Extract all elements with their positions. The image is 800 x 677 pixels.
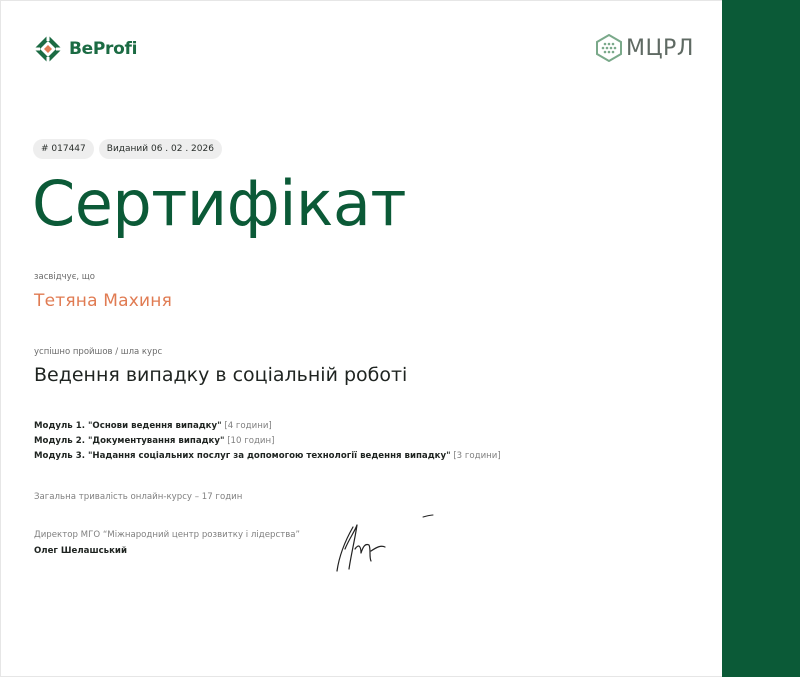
green-side-stripe (722, 0, 800, 677)
director-name: Олег Шелашський (34, 546, 127, 556)
module-name: Модуль 2. "Документування випадку" (34, 436, 225, 446)
completed-label: успішно пройшов / шла курс (34, 347, 163, 357)
course-title: Ведення випадку в соціальній роботі (34, 364, 408, 386)
module-item (34, 434, 501, 449)
certificate-title: Сертифікат (32, 167, 406, 240)
mcrl-logo (595, 34, 694, 62)
module-item (34, 419, 501, 434)
module-hours: [4 години] (224, 421, 272, 431)
course-duration: Загальна тривалість онлайн-курсу – 17 годин (34, 492, 243, 502)
mcrl-logo-icon (595, 34, 623, 62)
beprofi-logo-text: BeProfi (69, 39, 138, 59)
module-hours: [3 години] (453, 451, 501, 461)
certificate-meta (33, 139, 227, 159)
certificate-number-badge: # 017447 (33, 139, 94, 159)
beprofi-logo-icon (33, 34, 63, 64)
issue-date-badge: Виданий 06 . 02 . 2026 (99, 139, 222, 159)
module-name: Модуль 3. "Надання соціальних послуг за допомогою технології ведення випадку" (34, 451, 451, 461)
mcrl-logo-text: МЦРЛ (626, 35, 694, 61)
module-name: Модуль 1. "Основи ведення випадку" (34, 421, 222, 431)
certifies-label: засвідчує, що (34, 272, 95, 282)
module-hours: [10 годин] (227, 436, 275, 446)
module-list (34, 419, 501, 464)
module-item (34, 449, 501, 464)
beprofi-logo (33, 34, 137, 64)
signature (331, 509, 441, 579)
recipient-name: Тетяна Махиня (34, 291, 173, 311)
director-role: Директор МГО “Міжнародний центр розвитку і лідерства” (34, 530, 300, 540)
